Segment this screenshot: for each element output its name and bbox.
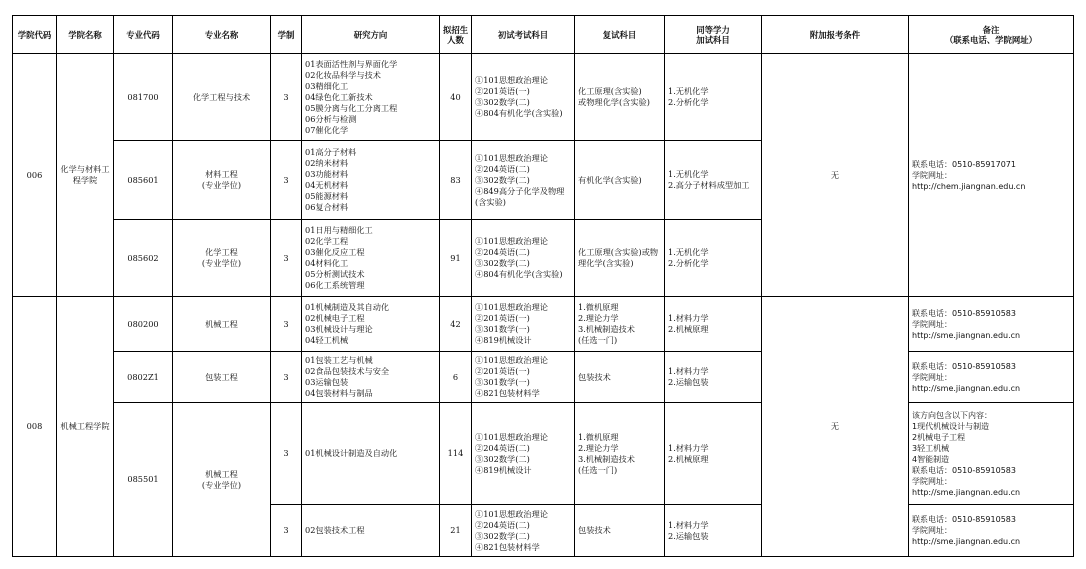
- research-directions: [302, 220, 440, 297]
- exam-subjects: [472, 297, 575, 352]
- cell-line: 化工原理(含实验): [578, 86, 642, 96]
- major-code: 080200: [114, 297, 173, 352]
- major-code: 085601: [114, 141, 173, 220]
- research-directions: [302, 352, 440, 403]
- cell-line: (含实验): [475, 196, 506, 207]
- cell-line: 04绿色化工新技术: [305, 91, 373, 102]
- cell-line: ①101思想政治理论: [475, 302, 548, 312]
- retest-subjects: [575, 54, 665, 141]
- cell-line: 03运输包装: [305, 377, 349, 387]
- cell-line: 联系电话：0510-85910583: [912, 361, 1016, 371]
- cell-line: 02化学工程: [305, 236, 349, 246]
- equiv-subjects: [665, 220, 762, 297]
- plan-count: 6: [440, 352, 472, 403]
- header-duration: 学制: [271, 16, 302, 54]
- cell-line: ①101思想政治理论: [475, 75, 548, 85]
- plan-count: 42: [440, 297, 472, 352]
- cell-line: 04包装材料与制品: [305, 388, 373, 398]
- duration: 3: [271, 297, 302, 352]
- cell-line: 1.无机化学: [668, 247, 709, 257]
- header-first-exam: 初试考试科目: [472, 16, 575, 54]
- equiv-subjects: [665, 352, 762, 403]
- cell-line: 联系电话：0510-85917071: [912, 159, 1016, 169]
- cell-line: ③302数学(二): [475, 258, 530, 268]
- table-row: [13, 54, 1074, 141]
- cell-line: 该方向包含以下内容：: [912, 410, 992, 420]
- cell-line: 03功能材料: [305, 169, 349, 179]
- cell-line: ②201英语(一): [475, 86, 530, 96]
- cell-line: 05能源材料: [305, 191, 349, 201]
- cell-line: 学院网址：: [912, 319, 952, 329]
- cell-line: 3.机械制造技术: [578, 324, 635, 334]
- college-code: 006: [13, 54, 57, 297]
- cell-line: 学院网址：: [912, 372, 952, 382]
- retest-subjects: [575, 403, 665, 505]
- cell-line: 或物理化学(含实验): [578, 97, 650, 107]
- cell-line: 01日用与精细化工: [305, 225, 373, 235]
- cell-line: 01高分子材料: [305, 147, 357, 157]
- cell-line: 03精细化工: [305, 80, 349, 91]
- header-major-name: 专业名称: [173, 16, 271, 54]
- research-directions: [302, 141, 440, 220]
- cell-line: 2.分析化学: [668, 97, 709, 107]
- major-name: 包装工程: [173, 352, 271, 403]
- remark: [909, 505, 1074, 557]
- cell-line: ②204英语(二): [475, 442, 530, 453]
- cell-line: 学院网址：: [912, 476, 952, 486]
- cell-line: 2.运输包装: [668, 377, 709, 387]
- cell-line: 04材料化工: [305, 258, 349, 268]
- header-equiv: 同等学力 加试科目: [665, 16, 762, 54]
- equiv-subjects: [665, 505, 762, 557]
- cell-line: 05膜分离与化工分离工程: [305, 102, 398, 113]
- cell-line: ④849高分子化学及物理: [475, 185, 565, 196]
- cell-line: 04无机材料: [305, 180, 349, 190]
- exam-subjects: [472, 220, 575, 297]
- remark: [909, 54, 1074, 297]
- exam-subjects: [472, 403, 575, 505]
- cell-line: 02化妆品科学与技术: [305, 69, 381, 80]
- duration: 3: [271, 403, 302, 505]
- cell-line: (任选一门): [578, 464, 618, 475]
- cell-line: ④819机械设计: [475, 464, 532, 475]
- plan-count: 21: [440, 505, 472, 557]
- cell-line: 03机械设计与理论: [305, 324, 373, 334]
- cell-line: 3.机械制造技术: [578, 453, 635, 464]
- cell-line: 2.机械原理: [668, 453, 709, 464]
- cell-line: ②204英语(二): [475, 519, 530, 530]
- cell-line: 4智能制造: [912, 454, 950, 464]
- header-plan: 拟招生 人数: [440, 16, 472, 54]
- equiv-subjects: [665, 403, 762, 505]
- cell-line: 06分析与检测: [305, 113, 357, 124]
- cell-line: 01表面活性剂与界面化学: [305, 58, 398, 69]
- extra-conditions: 无: [762, 297, 909, 557]
- cell-line: ④804有机化学(含实验): [475, 108, 563, 118]
- header-retest: 复试科目: [575, 16, 665, 54]
- cell-line: 07催化化学: [305, 124, 349, 135]
- cell-line: 2.运输包装: [668, 530, 709, 541]
- cell-line: 学院网址：: [912, 170, 952, 180]
- cell-line: ②201英语(一): [475, 366, 530, 376]
- cell-line: 包装技术: [578, 525, 611, 535]
- cell-line: ④819机械设计: [475, 335, 532, 345]
- retest-subjects: [575, 220, 665, 297]
- cell-line: 1.材料力学: [668, 366, 709, 376]
- cell-line: ②201英语(一): [475, 313, 530, 323]
- cell-line: ③302数学(二): [475, 174, 530, 185]
- major-name: 化学工程 (专业学位): [173, 220, 271, 297]
- cell-line: ④821包装材料学: [475, 541, 540, 552]
- major-name: 化学工程与技术: [173, 54, 271, 141]
- cell-line: 2.机械原理: [668, 324, 709, 334]
- college-name: 化学与材料工程学院: [57, 54, 114, 297]
- cell-line: 化工原理(含实验)或物: [578, 247, 659, 257]
- cell-line: ②204英语(二): [475, 247, 530, 257]
- extra-conditions: 无: [762, 54, 909, 297]
- cell-line: ③301数学(一): [475, 324, 530, 334]
- research-directions: [302, 54, 440, 141]
- cell-line: 01机械制造及其自动化: [305, 302, 390, 312]
- cell-line: 联系电话：0510-85910583: [912, 515, 1016, 524]
- major-code: 085602: [114, 220, 173, 297]
- cell-line: ③302数学(二): [475, 530, 530, 541]
- cell-line: 2.理论力学: [578, 313, 619, 323]
- equiv-subjects: [665, 141, 762, 220]
- exam-subjects: [472, 352, 575, 403]
- cell-line: http://chem.jiangnan.edu.cn: [912, 181, 1026, 191]
- cell-line: 理化学(含实验): [578, 258, 634, 268]
- duration: 3: [271, 141, 302, 220]
- major-name: 材料工程 (专业学位): [173, 141, 271, 220]
- remark: [909, 297, 1074, 352]
- cell-line: ①101思想政治理论: [475, 431, 548, 442]
- cell-line: 1.材料力学: [668, 519, 709, 530]
- cell-line: 01包装工艺与机械: [305, 355, 373, 365]
- cell-line: 3轻工机械: [912, 443, 950, 453]
- major-code: 085501: [114, 403, 173, 557]
- header-major-code: 专业代码: [114, 16, 173, 54]
- equiv-subjects: [665, 297, 762, 352]
- major-code: 081700: [114, 54, 173, 141]
- header-remark: 备注 （联系电话、学院网址）: [909, 16, 1074, 54]
- exam-subjects: [472, 505, 575, 557]
- cell-line: 1.材料力学: [668, 313, 709, 323]
- research-directions: [302, 505, 440, 557]
- college-name: 机械工程学院: [57, 297, 114, 557]
- cell-line: ①101思想政治理论: [475, 355, 548, 365]
- major-name: 机械工程 (专业学位): [173, 403, 271, 557]
- cell-line: 2机械电子工程: [912, 432, 966, 442]
- header-extra: 附加报考条件: [762, 16, 909, 54]
- retest-subjects: [575, 352, 665, 403]
- duration: 3: [271, 505, 302, 557]
- equiv-subjects: [665, 54, 762, 141]
- cell-line: 1.材料力学: [668, 442, 709, 453]
- cell-line: http://sme.jiangnan.edu.cn: [912, 537, 1021, 546]
- cell-line: 03催化反应工程: [305, 247, 365, 257]
- major-name: 机械工程: [173, 297, 271, 352]
- cell-line: http://sme.jiangnan.edu.cn: [912, 383, 1021, 393]
- header-college-code: 学院代码: [13, 16, 57, 54]
- cell-line: ③301数学(一): [475, 377, 530, 387]
- research-directions: [302, 403, 440, 505]
- cell-line: ③302数学(二): [475, 453, 530, 464]
- major-code: 0802Z1: [114, 352, 173, 403]
- exam-subjects: [472, 54, 575, 141]
- cell-line: ①101思想政治理论: [475, 508, 548, 519]
- admissions-table: [12, 15, 1074, 557]
- research-directions: [302, 297, 440, 352]
- retest-subjects: [575, 297, 665, 352]
- cell-line: 02机械电子工程: [305, 313, 365, 323]
- cell-line: 联系电话：0510-85910583: [912, 308, 1016, 318]
- header-row: [13, 16, 1074, 54]
- exam-subjects: [472, 141, 575, 220]
- cell-line: 包装技术: [578, 371, 611, 382]
- cell-line: 06复合材料: [305, 202, 349, 212]
- cell-line: 1.微机原理: [578, 302, 619, 312]
- header-research: 研究方向: [302, 16, 440, 54]
- college-code: 008: [13, 297, 57, 557]
- plan-count: 40: [440, 54, 472, 141]
- cell-line: 04轻工机械: [305, 335, 349, 345]
- cell-line: 02纳米材料: [305, 158, 349, 168]
- plan-count: 91: [440, 220, 472, 297]
- plan-count: 114: [440, 403, 472, 505]
- cell-line: ①101思想政治理论: [475, 152, 548, 163]
- remark: [909, 403, 1074, 505]
- table-row: [13, 403, 1074, 505]
- cell-line: 01机械设计制造及自动化: [305, 448, 398, 458]
- cell-line: 1.无机化学: [668, 169, 709, 179]
- cell-line: 2.理论力学: [578, 442, 619, 453]
- duration: 3: [271, 220, 302, 297]
- table-row: [13, 297, 1074, 352]
- plan-count: 83: [440, 141, 472, 220]
- cell-line: ④821包装材料学: [475, 388, 540, 398]
- cell-line: ④804有机化学(含实验): [475, 269, 563, 279]
- cell-line: 2.分析化学: [668, 258, 709, 268]
- retest-subjects: [575, 141, 665, 220]
- cell-line: ①101思想政治理论: [475, 236, 548, 246]
- duration: 3: [271, 352, 302, 403]
- retest-subjects: [575, 505, 665, 557]
- header-college-name: 学院名称: [57, 16, 114, 54]
- duration: 3: [271, 54, 302, 141]
- cell-line: 06化工系统管理: [305, 280, 365, 290]
- cell-line: 02食品包装技术与安全: [305, 366, 390, 376]
- cell-line: 联系电话：0510-85910583: [912, 465, 1016, 475]
- cell-line: 1现代机械设计与制造: [912, 421, 990, 431]
- table-row: [13, 352, 1074, 403]
- remark: [909, 352, 1074, 403]
- cell-line: ③302数学(二): [475, 97, 530, 107]
- cell-line: http://sme.jiangnan.edu.cn: [912, 487, 1021, 497]
- cell-line: http://sme.jiangnan.edu.cn: [912, 330, 1021, 340]
- cell-line: 有机化学(含实验): [578, 174, 642, 185]
- cell-line: 1.无机化学: [668, 86, 709, 96]
- cell-line: 学院网址：: [912, 526, 952, 535]
- cell-line: 1.微机原理: [578, 431, 619, 442]
- cell-line: 2.高分子材料成型加工: [668, 180, 750, 190]
- cell-line: (任选一门): [578, 335, 618, 345]
- cell-line: 02包装技术工程: [305, 525, 365, 535]
- cell-line: ②204英语(二): [475, 163, 530, 174]
- cell-line: 05分析测试技术: [305, 269, 365, 279]
